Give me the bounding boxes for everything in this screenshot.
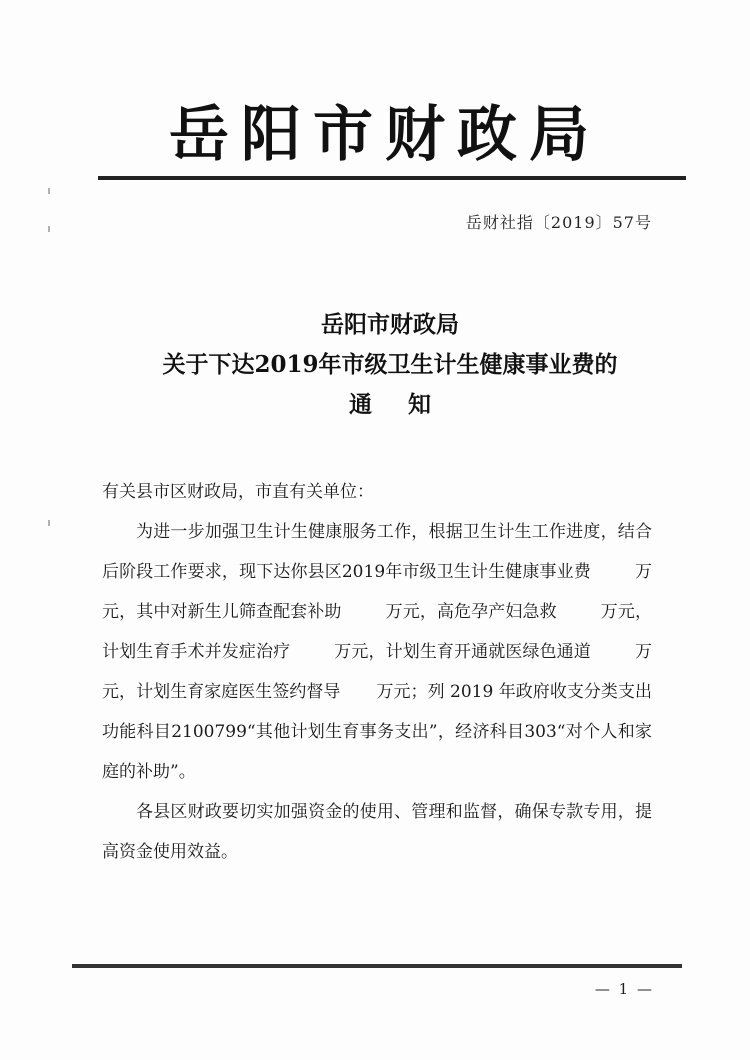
title-subject: 关于下达2019年市级卫生计生健康事业费的 — [162, 351, 618, 378]
document-body — [102, 472, 652, 872]
paragraph-supervision: 各县区财政要切实加强资金的使用、管理和监督，确保专款专用，提高资金使用效益。 — [102, 802, 652, 862]
masthead-divider — [98, 176, 686, 180]
title-issuer: 岳阳市财政局 — [321, 311, 459, 338]
scan-artifact — [48, 226, 50, 232]
paragraph-allocation — [102, 512, 652, 792]
issuer-masthead: 岳阳市财政局 — [169, 100, 601, 170]
document-number: 岳财社指〔2019〕57号 — [465, 213, 652, 232]
paragraph-text: 万元，计划生育开通就医绿色通道 — [334, 642, 591, 662]
document-title — [90, 305, 690, 425]
salutation: 有关县市区财政局，市直有关单位： — [102, 482, 374, 502]
page-number: — 1 — — [594, 980, 654, 998]
paragraph-text: 万元，其中对新生儿筛查配套补助 — [102, 562, 653, 622]
paragraph-text: 万元；列 2019 年政府收支分类支出功能科目2100799“其他计划生育事务支出”，经济科目303“对个人和家庭的补助”。 — [102, 682, 653, 782]
scan-artifact — [48, 520, 50, 526]
title-notice: 通知 — [349, 391, 467, 418]
paragraph-text: 万元，计划生育手术并发症治疗 — [102, 602, 653, 662]
paragraph-text: 为进一步加强卫生计生健康服务工作，根据卫生计生工作进度，结合后阶段工作要求，现下达你县区2019年市级卫生计生健康事业费 — [102, 522, 652, 582]
paragraph-text: 万元，计划生育家庭医生签约督导 — [102, 642, 653, 702]
footer-divider — [72, 964, 682, 968]
paragraph-text: 万元，高危孕产妇急救 — [385, 602, 557, 622]
scan-artifact — [48, 188, 50, 194]
